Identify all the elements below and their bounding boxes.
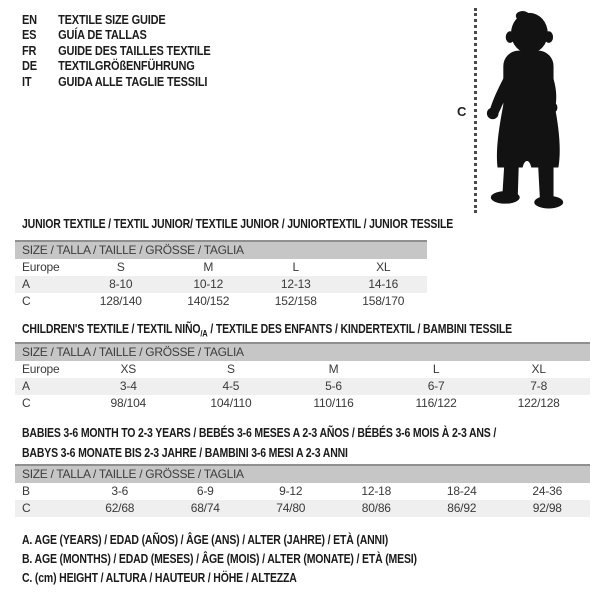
row-label: A	[22, 277, 30, 291]
row-label: C	[22, 396, 31, 410]
size-cell: 3-6	[111, 484, 129, 498]
size-cell: 12-13	[280, 277, 311, 291]
lang-code: ES	[22, 28, 37, 43]
size-cell: M	[328, 362, 339, 376]
size-cell: 4-5	[222, 379, 240, 393]
size-cell: 104/110	[210, 396, 252, 410]
size-cell: 6-7	[427, 379, 445, 393]
lang-code: IT	[22, 74, 32, 89]
size-cell: 98/104	[110, 396, 147, 410]
lang-code: FR	[22, 43, 37, 58]
size-cell: 5-6	[325, 379, 342, 393]
table-row	[15, 395, 590, 412]
lang-code: EN	[22, 13, 37, 27]
language-title-list	[22, 13, 236, 90]
row-label: C	[22, 294, 31, 308]
size-cell: 14-16	[368, 277, 399, 291]
lang-label: GUIDA ALLE TAGLIE TESSILI	[58, 74, 208, 89]
table-row	[15, 483, 590, 500]
junior-size-table	[15, 240, 427, 310]
table-row	[15, 500, 590, 517]
table-title-junior: JUNIOR TEXTILE / TEXTIL JUNIOR/ TEXTILE JUNIOR / JUNIORTEXTIL / JUNIOR TESSILE	[22, 217, 454, 231]
table-row	[15, 361, 590, 378]
lang-label: TEXTILGRÖßENFÜHRUNG	[58, 59, 195, 74]
size-cell: 68/74	[190, 501, 220, 515]
size-cell: 12-18	[361, 484, 392, 498]
table-title-babies	[22, 424, 496, 463]
height-measure-label: C	[457, 104, 467, 119]
lang-code: DE	[22, 59, 37, 74]
size-cell: 152/158	[274, 294, 317, 308]
babies-size-table	[15, 464, 590, 517]
table-row	[15, 293, 427, 310]
size-cell: 18-24	[446, 484, 477, 498]
size-header: SIZE / TALLA / TAILLE / GRÖSSE / TAGLIA	[15, 342, 590, 361]
lang-row-es	[22, 28, 211, 43]
children-size-table	[15, 342, 590, 412]
size-cell: 86/92	[447, 501, 477, 515]
size-cell: 7-8	[530, 379, 548, 393]
row-label: A	[22, 379, 30, 393]
size-cell: XS	[120, 362, 137, 376]
size-cell: M	[203, 260, 214, 274]
lang-label: GUIDE DES TAILLES TEXTILE	[58, 43, 211, 58]
size-cell: 140/152	[187, 294, 230, 308]
legend-note-a: A. AGE (YEARS) / EDAD (AÑOS) / ÂGE (ANS) / ALTER (JAHRE) / ETÀ (ANNI)	[22, 533, 389, 547]
table-row	[15, 378, 590, 395]
row-label: Europe	[22, 260, 60, 274]
size-cell: 9-12	[279, 484, 303, 498]
title-subscript: /A	[200, 328, 208, 339]
lang-label: GUÍA DE TALLAS	[58, 28, 147, 43]
lang-row-en	[22, 13, 211, 28]
size-cell: L	[292, 260, 299, 274]
size-cell: 24-36	[532, 484, 563, 498]
size-cell: 8-10	[109, 277, 133, 291]
row-label: Europe	[22, 362, 60, 376]
size-cell: 6-9	[196, 484, 214, 498]
lang-row-it	[22, 75, 211, 90]
size-cell: 128/140	[99, 294, 142, 308]
size-cell: 122/128	[517, 396, 560, 410]
legend-notes	[22, 531, 492, 588]
size-cell: 10-12	[193, 277, 224, 291]
size-cell: XL	[376, 260, 391, 274]
size-cell: L	[432, 362, 440, 376]
row-label: C	[22, 501, 31, 515]
table-title-children	[22, 322, 512, 339]
title-line: BABIES 3-6 MONTH TO 2-3 YEARS / BEBÉS 3-6 MESES A 2-3 AÑOS / BÉBÉS 3-6 MOIS À 2-3 ANS /	[22, 426, 497, 440]
title-fragment: / TEXTILE DES ENFANTS / KINDERTEXTIL / BAMBINI TESSILE	[207, 322, 513, 336]
row-label: B	[22, 484, 30, 498]
title-fragment: CHILDREN'S TEXTILE / TEXTIL NIÑO	[22, 322, 201, 336]
size-cell: 74/80	[276, 501, 306, 515]
size-cell: 3-4	[119, 379, 137, 393]
baby-silhouette-icon	[484, 7, 597, 213]
table-row	[15, 276, 427, 293]
title-line: BABYS 3-6 MONATE BIS 2-3 JAHRE / BAMBINI 3-6 MESI A 2-3 ANNI	[22, 445, 348, 460]
size-cell: 80/86	[361, 501, 391, 515]
size-header: SIZE / TALLA / TAILLE / GRÖSSE / TAGLIA	[15, 240, 427, 259]
table-row	[15, 259, 427, 276]
lang-row-de	[22, 59, 211, 74]
size-cell: 92/98	[532, 501, 562, 515]
legend-note-b: B. AGE (MONTHS) / EDAD (MESES) / ÂGE (MOIS) / ALTER (MONATE) / ETÀ (MESI)	[22, 552, 417, 566]
lang-row-fr	[22, 44, 211, 59]
legend-note-c: C. (cm) HEIGHT / ALTURA / HAUTEUR / HÖHE / ALTEZZA	[22, 571, 297, 585]
size-header: SIZE / TALLA / TAILLE / GRÖSSE / TAGLIA	[15, 464, 590, 483]
lang-label: TEXTILE SIZE GUIDE	[58, 13, 166, 27]
size-cell: 116/122	[415, 396, 457, 410]
size-cell: 62/68	[105, 501, 135, 515]
height-measure-line	[474, 8, 477, 213]
size-cell: 158/170	[362, 294, 405, 308]
size-cell: S	[226, 362, 235, 376]
size-cell: S	[116, 260, 125, 274]
size-cell: 110/116	[313, 396, 354, 410]
size-cell: XL	[531, 362, 546, 376]
